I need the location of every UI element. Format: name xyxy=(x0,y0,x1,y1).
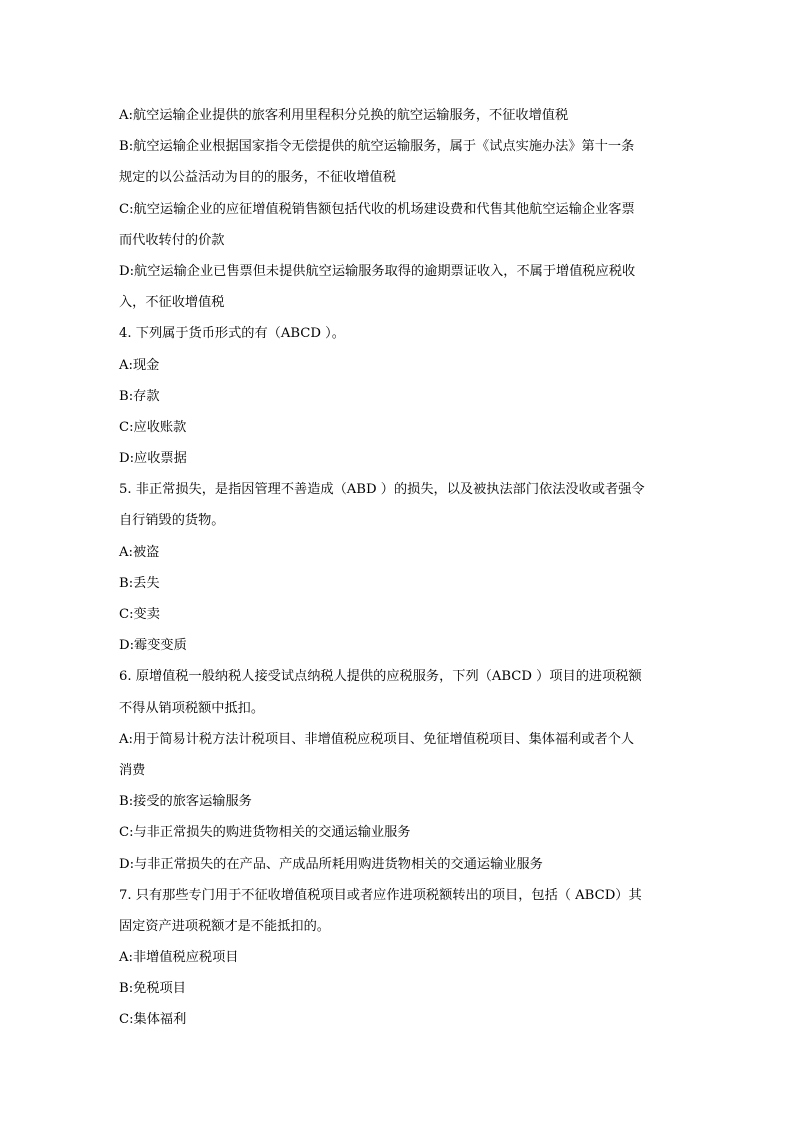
option-line: B:存款 xyxy=(119,388,160,404)
question-5-continuation: 自行销毁的货物。 xyxy=(119,513,225,529)
option-line: A:被盗 xyxy=(119,544,160,560)
option-line: D:应收票据 xyxy=(119,451,187,467)
question-7-continuation: 固定资产进项税额才是不能抵扣的。 xyxy=(119,918,330,934)
question-6-continuation: 不得从销项税额中抵扣。 xyxy=(119,700,265,716)
option-line: B:免税项目 xyxy=(119,981,186,997)
option-line: D:航空运输企业已售票但未提供航空运输服务取得的逾期票证收入，不属于增值税应税收 xyxy=(119,263,636,279)
document-body xyxy=(119,100,679,1036)
question-6: 6. 原增值税一般纳税人接受试点纳税人提供的应税服务，下列（ABCD ）项目的进项税额 xyxy=(119,669,642,685)
option-line-continuation: 入，不征收增值税 xyxy=(119,295,225,311)
option-line: B:丢失 xyxy=(119,575,160,591)
option-line: B:接受的旅客运输服务 xyxy=(119,794,252,810)
option-line-continuation: 而代收转付的价款 xyxy=(119,232,225,248)
option-line: D:霉变变质 xyxy=(119,638,187,654)
option-line: A:航空运输企业提供的旅客利用里程积分兑换的航空运输服务，不征收增值税 xyxy=(119,108,569,123)
option-line-continuation: 消费 xyxy=(119,762,146,778)
option-line: A:现金 xyxy=(119,357,160,373)
option-line: D:与非正常损失的在产品、产成品所耗用购进货物相关的交通运输业服务 xyxy=(119,856,543,872)
option-line: C:集体福利 xyxy=(119,1012,187,1028)
option-line: B:航空运输企业根据国家指令无偿提供的航空运输服务，属于《试点实施办法》第十一条 xyxy=(119,139,635,155)
option-line: A:用于简易计税方法计税项目、非增值税应税项目、免征增值税项目、集体福利或者个人 xyxy=(119,731,635,747)
option-line: C:变卖 xyxy=(119,607,160,622)
question-4: 4. 下列属于货币形式的有（ABCD ）。 xyxy=(119,326,345,342)
option-line-continuation: 规定的以公益活动为目的的服务，不征收增值税 xyxy=(119,170,396,186)
question-7: 7. 只有那些专门用于不征收增值税项目或者应作进项税额转出的项目，包括（ ABCD）其 xyxy=(119,887,642,903)
question-5: 5. 非正常损失，是指因管理不善造成（ABD ）的损失，以及被执法部门依法没收或者强令 xyxy=(119,482,645,498)
option-line: C:应收账款 xyxy=(119,419,187,435)
option-line: C:与非正常损失的购进货物相关的交通运输业服务 xyxy=(119,825,411,841)
option-line: C:航空运输企业的应征增值税销售额包括代收的机场建设费和代售其他航空运输企业客票 xyxy=(119,201,635,217)
option-line: A:非增值税应税项目 xyxy=(119,950,239,966)
